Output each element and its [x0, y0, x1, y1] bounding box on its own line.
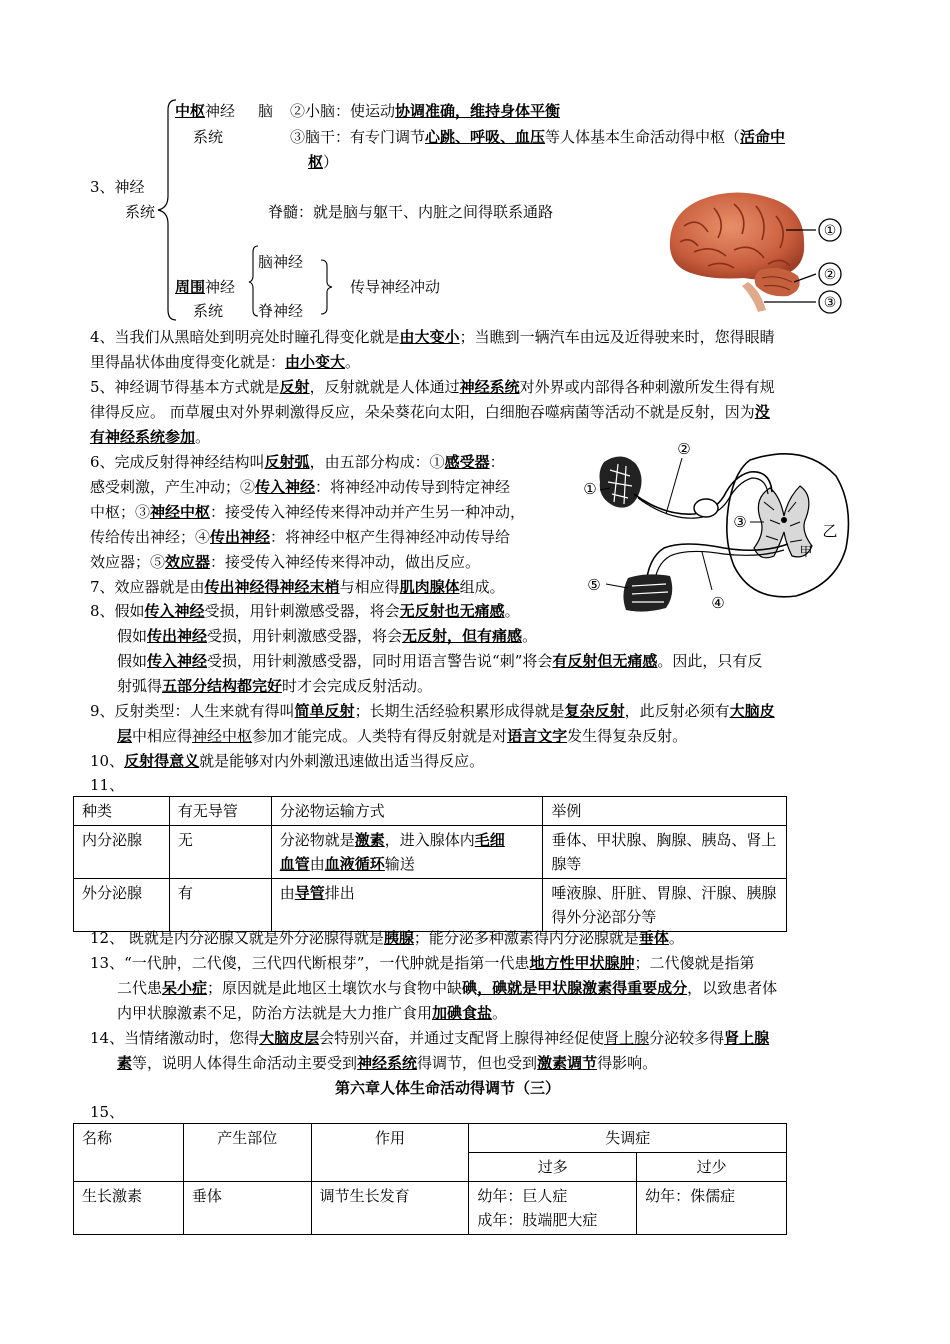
reflex-label-5: ⑤ [587, 576, 601, 594]
pns-brace [246, 242, 260, 320]
s13-line-3: 内甲状腺激素不足，防治方法就是大力推广食用加碘食盐。 [117, 1004, 508, 1022]
cell-name: 生长激素 [74, 1182, 184, 1235]
cell-function: 调节生长发育 [311, 1182, 469, 1235]
cns-system-label: 系统 [193, 128, 224, 146]
s8-line-2: 假如传出神经受损，用针刺激感受器，将会无反射，但有痛感。 [117, 627, 538, 645]
table-row [74, 879, 787, 932]
s6-line-2: 感受刺激，产生冲动；②传入神经：将神经冲动传导到特定神经 [90, 478, 511, 496]
s13-line-1: 13、“一代肿，二代傻，三代四代断根芽”，一代肿就是指第一代患地方性甲状腺肿；二代傻就是指第 [90, 954, 755, 972]
cell-duct: 有 [169, 879, 271, 932]
s5-line-1: 5、神经调节得基本方式就是反射，反射就就是人体通过神经系统对外界或内部得各种刺激所发生得有规 [90, 378, 775, 396]
s8-line-3: 假如传入神经受损，用针刺激感受器，同时用语言警告说“刺”将会有反射但无痛感。因此，只有反 [117, 652, 763, 670]
s10-line: 10、反射得意义就是能够对内外刺激迅速做出适当得反应。 [90, 752, 485, 770]
s8-line-1: 8、假如传入神经受损，用针刺激感受器，将会无反射也无痛感。 [90, 602, 520, 620]
cell-examples: 垂体、甲状腺、胸腺、胰岛、肾上腺等 [543, 826, 787, 879]
cranial-nerves-label: 脑神经 [258, 253, 304, 271]
cell-examples: 唾液腺、肝脏、胃腺、汗腺、胰腺得外分泌部分等 [543, 879, 787, 932]
section-3-number: 3、神经 [90, 178, 145, 196]
s13-line-2: 二代患呆小症；原因就是此地区土壤饮水与食物中缺碘，碘就是甲状腺激素得重要成分，以致患者体 [117, 979, 778, 997]
s6-line-5: 效应器；⑤效应器：接受传入神经传来得冲动，做出反应。 [90, 553, 481, 571]
table-header-row [74, 1124, 787, 1153]
spinal-cord-line: 脊髓：就是脑与躯干、内脏之间得联系通路 [268, 203, 554, 221]
hormone-table [73, 1123, 787, 1235]
reflex-arc-diagram [574, 436, 860, 620]
header-disorder: 失调症 [469, 1124, 787, 1153]
reflex-label-4: ④ [711, 594, 725, 612]
header-site: 产生部位 [183, 1124, 311, 1182]
reflex-label-2: ② [677, 440, 691, 458]
header-deficiency: 过少 [637, 1153, 787, 1182]
s14-line-2: 素等，说明人体得生命活动主要受到神经系统得调节，但也受到激素调节得影响。 [117, 1054, 658, 1072]
nervous-system-label: 系统 [125, 203, 156, 221]
cell-deficiency: 幼年：侏儒症 [637, 1182, 787, 1235]
brain-illustration [664, 186, 854, 316]
gland-comparison-table [73, 796, 787, 932]
brainstem-line: ③脑干：有专门调节心跳、呼吸、血压等人体基本生命活动得中枢（活命中 [290, 128, 786, 146]
header-examples: 举例 [543, 797, 787, 826]
brain-label-2: ② [823, 267, 837, 283]
s6-line-1: 6、完成反射得神经结构叫反射弧，由五部分构成：①感受器： [90, 453, 505, 471]
table-row [74, 1182, 787, 1235]
cell-transport: 由导管排出 [271, 879, 543, 932]
s7-line: 7、效应器就是由传出神经得神经末梢与相应得肌肉腺体组成。 [90, 578, 505, 596]
s11-number: 11、 [90, 776, 125, 794]
cns-label: 中枢神经 [175, 102, 236, 120]
s8-line-4: 射弧得五部分结构都完好时才会完成反射活动。 [117, 677, 433, 695]
chapter-title: 第六章人体生命活动得调节（三） [334, 1079, 560, 1097]
reflex-label-jia: 甲 [799, 545, 813, 560]
cell-duct: 无 [169, 826, 271, 879]
conduct-brace [318, 258, 336, 316]
cell-site: 垂体 [183, 1182, 311, 1235]
s5-line-2: 律得反应。 而草履虫对外界刺激得反应，朵朵葵花向太阳，白细胞吞噬病菌等活动不就是反射，因为没 [90, 403, 770, 421]
s6-line-3: 中枢；③神经中枢：接受传入神经传来得冲动并产生另一种冲动， [90, 503, 526, 521]
s4-line-2: 里得晶状体曲度得变化就是：由小变大。 [90, 353, 361, 371]
cell-transport: 分泌物就是激素，进入腺体内毛细 血管由血液循环输送 [271, 826, 543, 879]
pns-system-label: 系统 [193, 302, 224, 320]
header-type: 种类 [74, 797, 170, 826]
s4-line-1: 4、当我们从黑暗处到明亮处时瞳孔得变化就是由大变小；当瞧到一辆汽车由远及近得驶来时，您得眼睛 [90, 328, 775, 346]
spinal-nerves-label: 脊神经 [258, 302, 304, 320]
brain-label: 脑 [258, 102, 274, 120]
reflex-label-3: ③ [733, 513, 747, 531]
s9-line-1: 9、反射类型：人生来就有得叫简单反射；长期生活经验积累形成得就是复杂反射，此反射必须有大脑皮 [90, 702, 775, 720]
nervous-system-brace [150, 96, 180, 326]
header-name: 名称 [74, 1124, 184, 1182]
cell-excess: 幼年：巨人症 成年：肢端肥大症 [469, 1182, 637, 1235]
s12-line: 12、 既就是内分泌腺又就是外分泌腺得就是胰腺；能分泌多种激素得内分泌腺就是垂体。 [90, 929, 684, 947]
pns-label: 周围神经 [175, 278, 236, 296]
reflex-label-1: ① [583, 480, 597, 498]
cerebellum-line: ②小脑：使运动协调准确，维持身体平衡 [290, 102, 561, 120]
s6-line-4: 传给传出神经；④传出神经：将神经中枢产生得神经冲动传导给 [90, 528, 511, 546]
conduct-impulse-label: 传导神经冲动 [350, 278, 441, 296]
reflex-label-yi: 乙 [822, 522, 838, 540]
s14-line-1: 14、当情绪激动时，您得大脑皮层会特别兴奋，并通过支配肾上腺得神经促使肾上腺分泌较多得肾上腺 [90, 1029, 770, 1047]
brain-label-1: ① [823, 223, 837, 239]
cell-type: 外分泌腺 [74, 879, 170, 932]
header-excess: 过多 [469, 1153, 637, 1182]
brain-label-3: ③ [823, 295, 837, 311]
header-duct: 有无导管 [169, 797, 271, 826]
s9-line-2: 层中相应得神经中枢参加才能完成。人类特有得反射就是对语言文字发生得复杂反射。 [117, 727, 688, 745]
table-row [74, 826, 787, 879]
header-function: 作用 [311, 1124, 469, 1182]
table-header-row [74, 797, 787, 826]
s15-number: 15、 [90, 1103, 125, 1121]
cell-type: 内分泌腺 [74, 826, 170, 879]
header-transport: 分泌物运输方式 [271, 797, 543, 826]
s5-line-3: 有神经系统参加。 [90, 428, 211, 446]
brainstem-line-2: 枢） [308, 153, 339, 171]
